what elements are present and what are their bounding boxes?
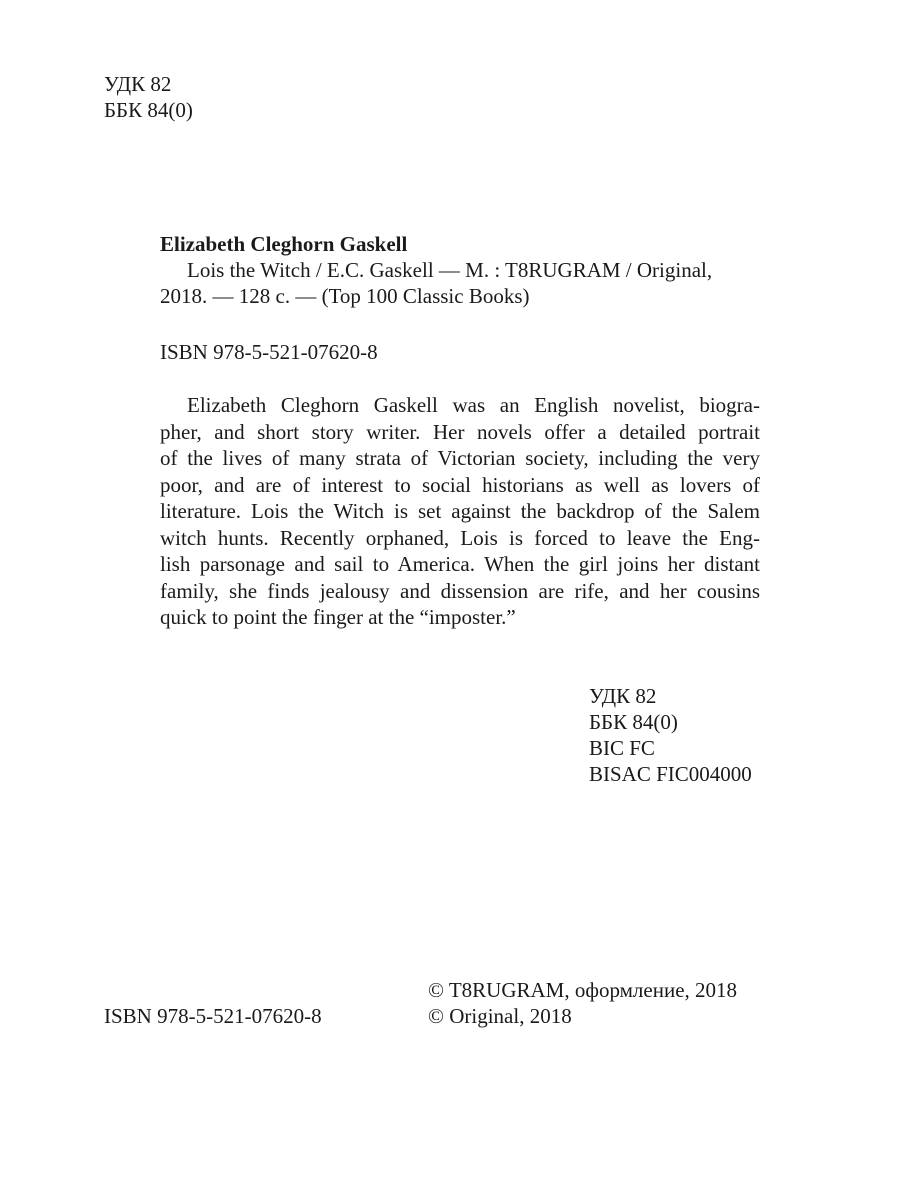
annotation-line: poor, and are of interest to social historians as well as lovers of bbox=[160, 472, 760, 497]
bisac-code: BISAC FIC004000 bbox=[589, 762, 752, 786]
annotation-paragraph bbox=[160, 392, 760, 631]
annotation-line: of the lives of many strata of Victorian society, including the very bbox=[160, 446, 760, 470]
udk-code: УДК 82 bbox=[589, 684, 657, 708]
citation-publication-line: 2018. — 128 c. — (Top 100 Classic Books) bbox=[160, 284, 530, 308]
book-annotation bbox=[160, 392, 760, 631]
annotation-line: literature. Lois the Witch is set against the backdrop of the Salem bbox=[160, 499, 760, 523]
bibliographic-citation bbox=[160, 231, 760, 309]
annotation-line: pher, and short story writer. Her novels offer a detailed portrait bbox=[160, 419, 760, 444]
classification-codes bbox=[589, 683, 752, 787]
copyright-notice bbox=[428, 977, 737, 1029]
citation-title-line: Lois the Witch / E.C. Gaskell — M. : T8RUGRAM / Original, bbox=[187, 258, 713, 282]
isbn-footer: ISBN 978-5-521-07620-8 bbox=[104, 1004, 322, 1028]
udk-code: УДК 82 bbox=[104, 72, 172, 96]
annotation-line: lish parsonage and sail to America. When the girl joins her distant bbox=[160, 552, 760, 576]
isbn-citation: ISBN 978-5-521-07620-8 bbox=[160, 340, 378, 364]
annotation-line: family, she finds jealousy and dissension are rife, and her cousins bbox=[160, 578, 760, 603]
annotation-line: Elizabeth Cleghorn Gaskell was an English novelist, biogra- bbox=[187, 393, 760, 417]
author-name: Elizabeth Cleghorn Gaskell bbox=[160, 232, 408, 256]
annotation-line: quick to point the finger at the “imposter.” bbox=[160, 605, 516, 629]
bbk-code: ББК 84(0) bbox=[589, 710, 678, 734]
annotation-line: witch hunts. Recently orphaned, Lois is forced to leave the Eng- bbox=[160, 525, 760, 550]
bbk-code: ББК 84(0) bbox=[104, 98, 193, 122]
copyright-line: © T8RUGRAM, оформление, 2018 bbox=[428, 978, 738, 1002]
bic-code: BIC FC bbox=[589, 736, 655, 760]
header-classification-codes bbox=[104, 71, 193, 123]
copyright-line: © Original, 2018 bbox=[428, 1004, 572, 1028]
